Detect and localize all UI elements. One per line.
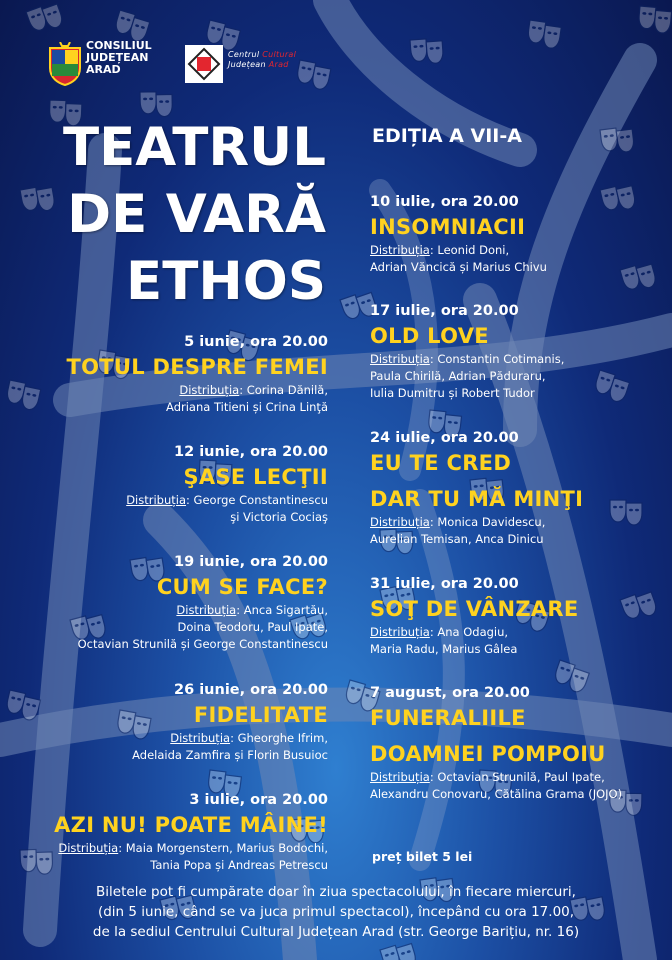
event-cast: Distribuția: Corina Dănilă, bbox=[179, 383, 328, 397]
event-title: INSOMNIACII bbox=[370, 215, 526, 239]
event-title: TOTUL DESPRE FEMEI bbox=[66, 355, 328, 379]
festival-title-line-3: ETHOS bbox=[126, 251, 326, 312]
event-cast: Paula Chirilă, Adrian Păduraru, bbox=[370, 369, 546, 383]
event-title: DAR TU MĂ MINŢI bbox=[370, 487, 584, 511]
theatre-masks-icon bbox=[140, 91, 172, 117]
event-title: ŞASE LECŢII bbox=[183, 465, 328, 489]
event-date: 5 iunie, ora 20.00 bbox=[184, 334, 328, 350]
event-title: DOAMNEI POMPOIU bbox=[370, 742, 606, 766]
event-title: SOŢ DE VÂNZARE bbox=[370, 597, 579, 621]
cultural-center-logo-icon bbox=[184, 44, 224, 84]
event-cast: Doina Teodoru, Paul Ipate, bbox=[177, 620, 328, 634]
theatre-masks-icon bbox=[295, 60, 331, 91]
theatre-masks-icon bbox=[5, 380, 41, 411]
event-date: 3 iulie, ora 20.00 bbox=[189, 792, 328, 808]
event-left-5 bbox=[54, 790, 328, 874]
theatre-masks-icon bbox=[410, 38, 444, 65]
event-cast: Iulia Dumitru și Robert Tudor bbox=[370, 386, 535, 400]
event-cast: şi Victoria Cociaş bbox=[230, 510, 328, 524]
event-date: 10 iulie, ora 20.00 bbox=[370, 194, 519, 210]
theatre-masks-icon bbox=[638, 6, 672, 34]
ticket-info: Biletele pot fi cumpărate doar în ziua spectacolului, în fiecare miercuri, (din 5 iunie, când se va juca primul spectacol), începând cu ora 17.00, de la sediul Centrului Cultural Județean Arad (str. George Barițiu, nr. 16) bbox=[92, 884, 580, 940]
event-left-4 bbox=[132, 680, 328, 764]
event-cast: Aurelian Temisan, Anca Dinicu bbox=[370, 532, 544, 546]
theatre-masks-icon bbox=[610, 500, 642, 525]
festival-title-line-1: TEATRUL bbox=[62, 117, 326, 178]
event-date: 12 iunie, ora 20.00 bbox=[173, 444, 328, 460]
theatre-masks-icon bbox=[600, 183, 637, 215]
event-title: EU TE CRED bbox=[370, 451, 512, 475]
county-council-name: CONSILIUL JUDEȚEAN ARAD bbox=[86, 39, 152, 76]
event-date: 7 august, ora 20.00 bbox=[370, 685, 530, 701]
event-date: 24 iulie, ora 20.00 bbox=[370, 430, 519, 446]
event-cast: Distribuția: Ana Odagiu, bbox=[370, 625, 509, 639]
event-date: 26 iunie, ora 20.00 bbox=[173, 682, 328, 698]
event-cast: Distribuția: George Constantinescu bbox=[126, 493, 328, 507]
event-left-3 bbox=[78, 552, 328, 653]
theatre-masks-icon bbox=[20, 184, 56, 214]
event-cast: Distribuția: Leonid Doni, bbox=[370, 243, 510, 257]
event-title: AZI NU! POATE MÂINE! bbox=[54, 813, 328, 837]
cultural-center-name: Centrul Cultural Județean Arad bbox=[228, 50, 297, 69]
ticket-price: preț bilet 5 lei bbox=[372, 849, 473, 864]
event-cast: Distribuția: Maia Morgenstern, Marius Bodochi, bbox=[58, 841, 328, 855]
event-cast: Adriana Titieni și Crina Linţă bbox=[166, 400, 328, 414]
event-right-3 bbox=[370, 428, 583, 548]
edition-label: EDIȚIA A VII-A bbox=[372, 125, 522, 147]
event-title: CUM SE FACE? bbox=[156, 575, 328, 599]
event-title: FUNERALIILE bbox=[370, 706, 526, 730]
theatre-masks-icon bbox=[527, 20, 562, 49]
event-right-5 bbox=[370, 683, 622, 803]
theatre-masks-icon bbox=[592, 370, 630, 404]
event-cast: Distribuția: Gheorghe Ifrim, bbox=[170, 731, 328, 745]
event-cast: Octavian Strunilă și George Constantinescu bbox=[77, 637, 328, 651]
event-cast: Alexandru Conovaru, Cătălina Grama (JOJO) bbox=[370, 787, 623, 801]
theatre-masks-icon bbox=[26, 1, 65, 35]
event-cast: Distribuția: Anca Sigartău, bbox=[176, 603, 328, 617]
event-cast: Adelaida Zamfira și Florin Busuioc bbox=[132, 748, 328, 762]
event-cast: Distribuția: Monica Davidescu, bbox=[370, 515, 546, 529]
theatre-masks-icon bbox=[4, 690, 41, 722]
event-cast: Distribuția: Constantin Cotimanis, bbox=[370, 352, 565, 366]
event-right-1 bbox=[370, 192, 547, 276]
event-date: 17 iulie, ora 20.00 bbox=[370, 303, 519, 319]
festival-title-line-2: DE VARĂ bbox=[67, 184, 326, 245]
event-cast: Maria Radu, Marius Gâlea bbox=[370, 642, 518, 656]
event-title: FIDELITATE bbox=[193, 703, 328, 727]
event-left-1 bbox=[66, 332, 328, 416]
theatre-masks-icon bbox=[380, 941, 418, 960]
theatre-masks-icon bbox=[620, 589, 659, 623]
event-date: 31 iulie, ora 20.00 bbox=[370, 576, 519, 592]
event-title: OLD LOVE bbox=[370, 324, 489, 348]
event-cast: Adrian Văncică și Marius Chivu bbox=[370, 260, 547, 274]
event-left-2 bbox=[126, 442, 328, 526]
event-right-2 bbox=[370, 301, 564, 402]
county-coat-of-arms-icon bbox=[48, 42, 82, 86]
event-cast: Tania Popa și Andreas Petrescu bbox=[150, 858, 328, 872]
theatre-masks-icon bbox=[620, 261, 658, 294]
event-right-4 bbox=[370, 574, 579, 658]
event-date: 19 iunie, ora 20.00 bbox=[173, 554, 328, 570]
event-cast: Distribuția: Octavian Strunilă, Paul Ipate, bbox=[370, 770, 605, 784]
